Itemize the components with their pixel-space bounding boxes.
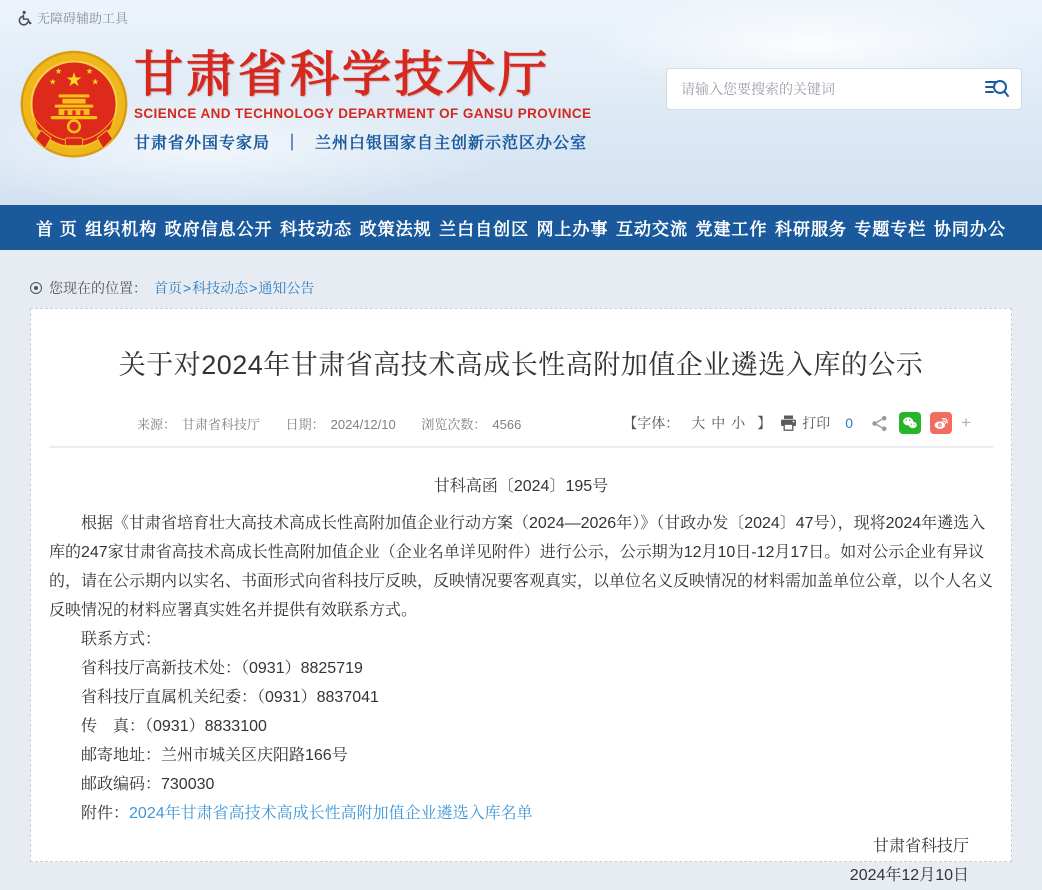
signature-org: 甘肃省科技厅: [872, 838, 969, 855]
breadcrumb-link[interactable]: 科技动态: [192, 279, 249, 296]
breadcrumb-separator: >: [249, 279, 258, 296]
font-size-button[interactable]: 小: [731, 415, 746, 431]
site-title-english: SCIENCE AND TECHNOLOGY DEPARTMENT OF GANSU PROVINCE: [134, 106, 592, 122]
nav-item[interactable]: 组织机构: [85, 220, 158, 239]
attachment-line: [49, 799, 993, 828]
article-toolbar: [623, 412, 971, 434]
article-meta: [137, 414, 527, 433]
accessibility-toolbar-link[interactable]: [18, 8, 128, 27]
date-value: 2024/12/10: [330, 416, 396, 432]
site-header: [0, 0, 1042, 205]
views-value: 4566: [492, 416, 522, 432]
font-size-prefix: 【字体：: [623, 415, 680, 431]
printer-icon: [780, 415, 797, 431]
breadcrumb-prefix: 您现在的位置：: [49, 279, 147, 296]
org-foreign-experts: 甘肃省外国专家局: [134, 135, 271, 153]
org-divider: ｜: [284, 135, 302, 153]
contact-heading: 联系方式：: [81, 631, 162, 648]
wechat-share-button[interactable]: [899, 412, 921, 434]
weibo-share-button[interactable]: [930, 412, 952, 434]
more-share-button[interactable]: +: [961, 413, 971, 432]
source-label: 来源：: [137, 416, 177, 432]
nav-item[interactable]: 首 页: [36, 220, 78, 239]
nav-item[interactable]: 科研服务: [774, 220, 847, 239]
article-card: [30, 308, 1012, 884]
document-number: 甘科高函〔2024〕195号: [433, 478, 609, 495]
search-button[interactable]: [983, 75, 1011, 103]
font-size-button[interactable]: 大: [691, 415, 706, 431]
wechat-icon: [901, 414, 919, 432]
nav-item[interactable]: 科技动态: [280, 220, 353, 239]
nav-item[interactable]: 协同办公: [933, 220, 1006, 239]
attachment-link[interactable]: 2024年甘肃省高技术高成长性高附加值企业遴选入库名单: [129, 805, 533, 822]
org-innovation-zone: 兰州白银国家自主创新示范区办公室: [315, 135, 588, 153]
font-size-suffix: 】: [757, 415, 772, 431]
article-title: 关于对2024年甘肃省高技术高成长性高附加值企业遴选入库的公示: [118, 350, 924, 380]
affiliated-orgs: [134, 130, 591, 153]
attachment-label: 附件：: [81, 805, 130, 822]
nav-item[interactable]: 网上办事: [536, 220, 609, 239]
signature-block: [49, 832, 993, 890]
print-label: 打印: [802, 415, 831, 431]
share-button[interactable]: [868, 412, 890, 434]
accessibility-label: 无障碍辅助工具: [37, 11, 129, 26]
breadcrumb-link[interactable]: 通知公告: [258, 279, 315, 296]
article-meta-row: [45, 412, 997, 446]
breadcrumb-link[interactable]: 首页: [154, 279, 182, 296]
share-nodes-icon: [871, 415, 888, 432]
nav-item[interactable]: 专题专栏: [854, 220, 927, 239]
breadcrumb: [0, 250, 1042, 308]
site-title: 甘肃省科学技术厅: [134, 48, 551, 102]
article-intro-paragraph: 根据《甘肃省培育壮大高技术高成长性高附加值企业行动方案（2024—2026年）》（甘政办发〔2024〕47号），现将2024年遴选入库的247家甘肃省高技术高成长性高附加值企业（企业名单详见附件）进行公示，公示期为12月10日-12月17日。如对公示企业有异议的，请在公示期内以实名、书面形式向省科技厅反映，反映情况要客观真实，以单位名义反映情况的材料需加盖单位公章，以个人名义反映情况的材料应署真实姓名并提供有效联系方式。: [49, 515, 994, 619]
nav-item[interactable]: 兰白自创区: [439, 220, 530, 239]
mail-address-line: 邮寄地址：兰州市城关区庆阳路166号: [81, 747, 348, 764]
comment-count: 0: [845, 415, 854, 431]
search-input[interactable]: [681, 81, 983, 97]
source-value: 甘肃省科技厅: [182, 416, 261, 432]
nav-item[interactable]: 互动交流: [616, 220, 689, 239]
search-box: [666, 68, 1022, 110]
views-label: 浏览次数：: [421, 416, 487, 432]
nav-item[interactable]: 政策法规: [359, 220, 432, 239]
search-icon: [984, 76, 1010, 102]
contact-hightech-line: 省科技厅高新技术处：（0931）8825719: [81, 660, 363, 677]
breadcrumb-segment: [192, 278, 258, 298]
font-size-button[interactable]: 中: [711, 415, 726, 431]
breadcrumb-segment: [258, 278, 316, 298]
fax-line: 传 真：（0931）8833100: [81, 718, 267, 735]
article-body: [45, 448, 997, 890]
print-button[interactable]: [780, 413, 830, 433]
breadcrumb-separator: >: [183, 279, 192, 296]
wheelchair-icon: [18, 10, 33, 26]
main-nav: [0, 205, 1042, 250]
contact-discipline-line: 省科技厅直属机关纪委：（0931）8837041: [81, 689, 379, 706]
breadcrumb-segment: [154, 278, 192, 298]
nav-item[interactable]: 政府信息公开: [164, 220, 273, 239]
location-dot-icon: [30, 282, 42, 294]
weibo-icon: [932, 414, 950, 432]
signature-date: 2024年12月10日: [849, 867, 969, 884]
nav-item[interactable]: 党建工作: [695, 220, 768, 239]
date-label: 日期：: [285, 416, 325, 432]
postal-code-line: 邮政编码：730030: [81, 776, 215, 793]
brand-block: [134, 50, 591, 153]
national-emblem-logo[interactable]: [16, 48, 132, 166]
